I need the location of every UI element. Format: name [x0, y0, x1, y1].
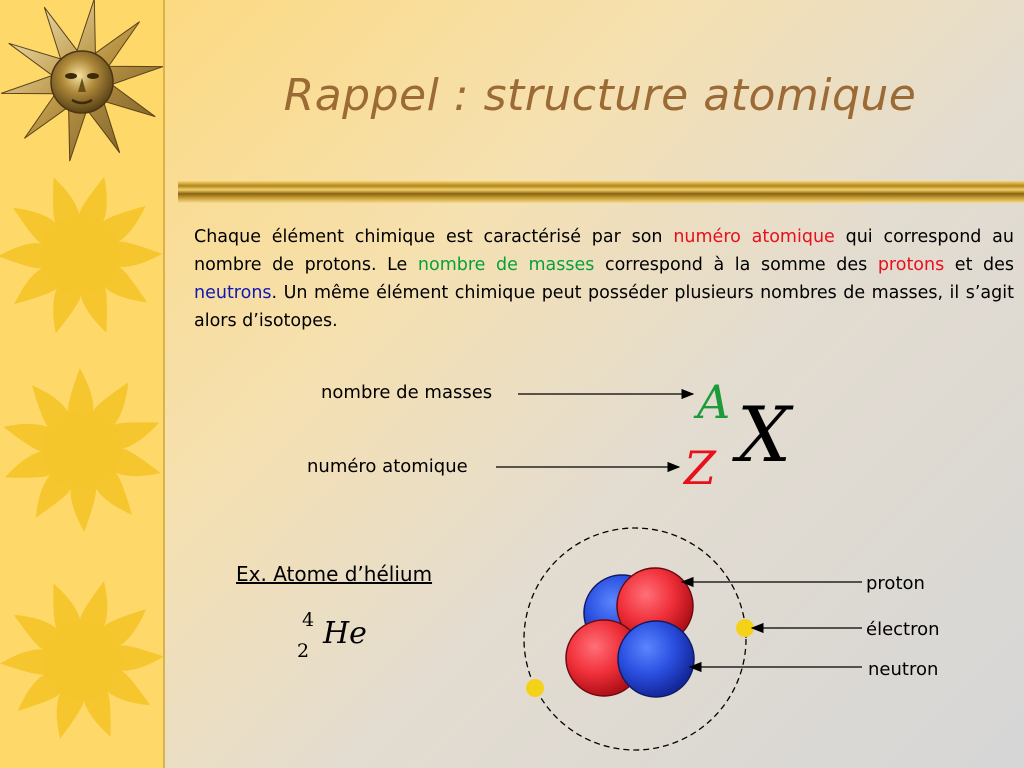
sidebar-divider [163, 0, 165, 768]
highlighted-term: protons [877, 255, 945, 275]
slide-title: Rappel : structure atomique [283, 70, 917, 121]
helium-atomic-number: 2 [297, 640, 310, 662]
sun-decorations [0, 0, 163, 768]
paragraph-text: et des [944, 255, 1015, 275]
highlighted-term: neutrons [194, 283, 272, 303]
highlighted-term: numéro atomique [673, 227, 835, 247]
proton-particle [566, 620, 642, 696]
title-underline-bar [178, 181, 1024, 203]
helium-symbol: He [323, 616, 367, 651]
electron-particle [526, 679, 544, 697]
sun-icon [3, 368, 160, 532]
atomic-number-symbol: Z [684, 441, 716, 495]
electron-label: électron [866, 619, 940, 640]
sun-icon [0, 177, 162, 334]
neutron-particle [584, 575, 660, 651]
paragraph-text: qui correspond au nombre de protons. Le [194, 227, 1014, 275]
sun-icon [0, 581, 163, 739]
proton-label: proton [866, 573, 925, 594]
intro-paragraph [194, 223, 1014, 335]
example-heading: Ex. Atome d’hélium [236, 562, 433, 586]
helium-mass-number: 4 [302, 609, 315, 631]
paragraph-text: Chaque élément chimique est caractérisé par son [194, 227, 674, 247]
neutron-particle [618, 621, 694, 697]
mass-number-label: nombre de masses [321, 382, 493, 403]
highlighted-term: nombre de masses [417, 255, 595, 275]
proton-particle [617, 568, 693, 644]
electron-particle [736, 619, 754, 637]
element-symbol: X [737, 390, 792, 479]
sidebar [0, 0, 163, 768]
electron-orbit [524, 528, 746, 750]
neutron-label: neutron [868, 659, 939, 680]
sun-face-icon [1, 0, 163, 161]
mass-number-symbol: A [697, 375, 731, 429]
paragraph-text: . Un même élément chimique peut posséder plusieurs nombres de masses, il s’agit alors d’isotopes. [194, 283, 1014, 331]
paragraph-text: correspond à la somme des [594, 255, 878, 275]
atomic-number-label: numéro atomique [307, 456, 468, 477]
